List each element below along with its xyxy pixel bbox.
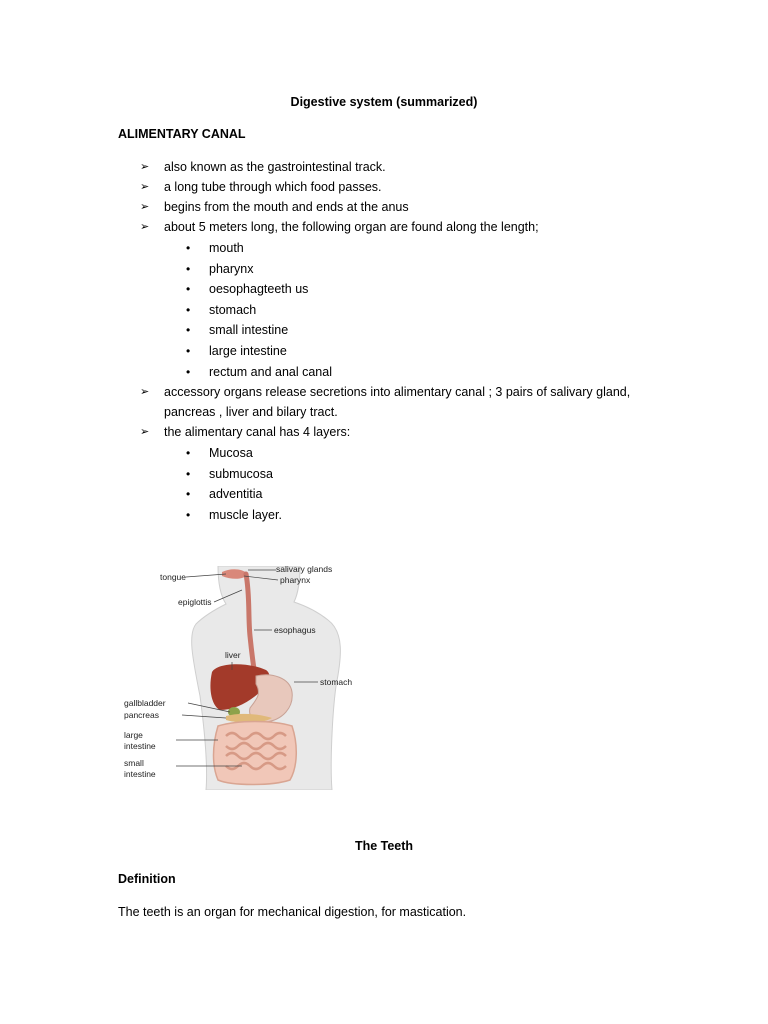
label-epiglottis: epiglottis [178, 597, 212, 607]
dot-bullet-icon: • [186, 303, 191, 317]
arrow-bullet-icon: ➢ [140, 201, 150, 213]
label-liver: liver [225, 650, 241, 660]
label-tongue: tongue [160, 572, 186, 582]
label-large-intestine: intestine [124, 741, 156, 751]
teeth-heading: The Teeth [354, 839, 414, 853]
dot-bullet-icon: • [186, 241, 191, 255]
label-pharynx: pharynx [280, 575, 311, 585]
label-esophagus: esophagus [274, 625, 316, 635]
dot-bullet-icon: • [186, 467, 191, 481]
list-item: about 5 meters long, the following organ are found along the length; [164, 220, 539, 234]
list-item: also known as the gastrointestinal track. [164, 160, 386, 174]
layer-item: Mucosa [209, 446, 253, 460]
label-gallbladder: gallbladder [124, 698, 166, 708]
layer-item: adventitia [209, 487, 263, 501]
dot-bullet-icon: • [186, 487, 191, 501]
dot-bullet-icon: • [186, 508, 191, 522]
definition-text: The teeth is an organ for mechanical digestion, for mastication. [118, 905, 467, 919]
label-salivary-glands: salivary glands [276, 566, 333, 574]
document-title: Digestive system (summarized) [290, 95, 478, 109]
list-item: begins from the mouth and ends at the anus [164, 200, 409, 214]
organ-item: large intestine [209, 344, 287, 358]
dot-bullet-icon: • [186, 282, 191, 296]
arrow-bullet-icon: ➢ [140, 161, 150, 173]
label-small-intestine: intestine [124, 769, 156, 779]
dot-bullet-icon: • [186, 365, 191, 379]
organ-item: oesophagteeth us [209, 282, 309, 296]
layer-item: submucosa [209, 467, 273, 481]
dot-bullet-icon: • [186, 344, 191, 358]
definition-heading: Definition [118, 872, 176, 886]
arrow-bullet-icon: ➢ [140, 181, 150, 193]
arrow-bullet-icon: ➢ [140, 221, 150, 233]
dot-bullet-icon: • [186, 446, 191, 460]
organ-item: mouth [209, 241, 244, 255]
label-stomach: stomach [320, 677, 353, 687]
organ-item: small intestine [209, 323, 289, 337]
list-item: the alimentary canal has 4 layers: [164, 425, 351, 439]
label-small: small [124, 758, 144, 768]
list-item: a long tube through which food passes. [164, 180, 382, 194]
list-item: accessory organs release secretions into alimentary canal ; 3 pairs of salivary gland, [164, 385, 631, 399]
arrow-bullet-icon: ➢ [140, 386, 150, 398]
label-large: large [124, 730, 143, 740]
arrow-bullet-icon: ➢ [140, 426, 150, 438]
organ-item: pharynx [209, 262, 254, 276]
label-pancreas: pancreas [124, 710, 159, 720]
dot-bullet-icon: • [186, 262, 191, 276]
organ-item: stomach [209, 303, 257, 317]
dot-bullet-icon: • [186, 323, 191, 337]
layer-item: muscle layer. [209, 508, 282, 522]
section-heading-alimentary-canal: ALIMENTARY CANAL [118, 127, 246, 141]
organ-item: rectum and anal canal [209, 365, 332, 379]
digestive-system-figure [122, 566, 358, 790]
list-item-continuation: pancreas , liver and bilary tract. [164, 405, 338, 419]
